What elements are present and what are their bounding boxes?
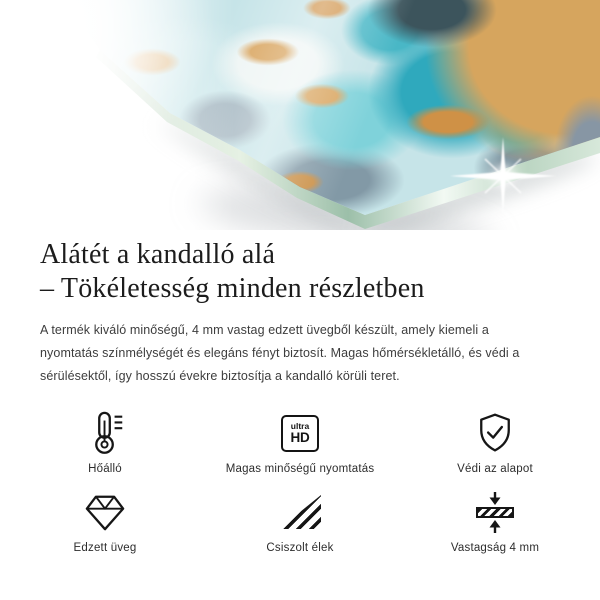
product-description: A termék kiváló minőségű, 4 mm vastag edzett üvegből készült, amely kiemeli a nyomtatás színmélységét és elegáns fényt biztosít. Magas hőmérsékletálló, és védi a sérülésektől, így hosszú évekre biztosítja a kandalló körüli teret. xyxy=(40,323,520,383)
thermometer-icon xyxy=(82,410,128,456)
feature-label: Védi az alapot xyxy=(457,463,533,475)
feature-grid xyxy=(40,410,600,554)
product-photo xyxy=(0,0,600,230)
title-line-2: – Tökéletesség minden részletben xyxy=(40,273,425,304)
title-line-1: Alátét a kandalló alá xyxy=(40,239,276,270)
arrow-up-icon xyxy=(487,519,503,533)
feature-label: Hőálló xyxy=(88,463,122,475)
page-title xyxy=(40,238,600,306)
feature-item-tempered-glass xyxy=(40,489,170,554)
polished-edges-icon xyxy=(279,489,321,535)
thickness-icon xyxy=(476,489,514,535)
feature-label: Vastagság 4 mm xyxy=(450,542,540,554)
feature-item-polished-edges xyxy=(170,489,430,554)
ultra-hd-badge-top: ultra xyxy=(290,420,310,431)
feature-item-thickness xyxy=(430,489,560,554)
ultra-hd-badge xyxy=(281,415,319,452)
feature-item-print-quality xyxy=(170,410,430,475)
feature-label: Edzett üveg xyxy=(73,542,137,554)
sparkle-icon xyxy=(443,131,563,221)
ultra-hd-badge-bottom: HD xyxy=(290,430,310,445)
ultra-hd-icon xyxy=(281,410,319,456)
arrow-down-icon xyxy=(487,492,503,506)
hatched-triangle xyxy=(279,495,321,529)
diamond-icon xyxy=(82,489,128,535)
thickness-glyph xyxy=(476,492,514,533)
feature-item-heat-resistant xyxy=(40,410,170,475)
feature-label: Csiszolt élek xyxy=(266,542,334,554)
feature-label: Magas minőségű nyomtatás xyxy=(225,463,375,475)
glass-layer-bar xyxy=(476,507,514,518)
shield-check-icon xyxy=(473,410,517,456)
feature-item-protects-base xyxy=(430,410,560,475)
